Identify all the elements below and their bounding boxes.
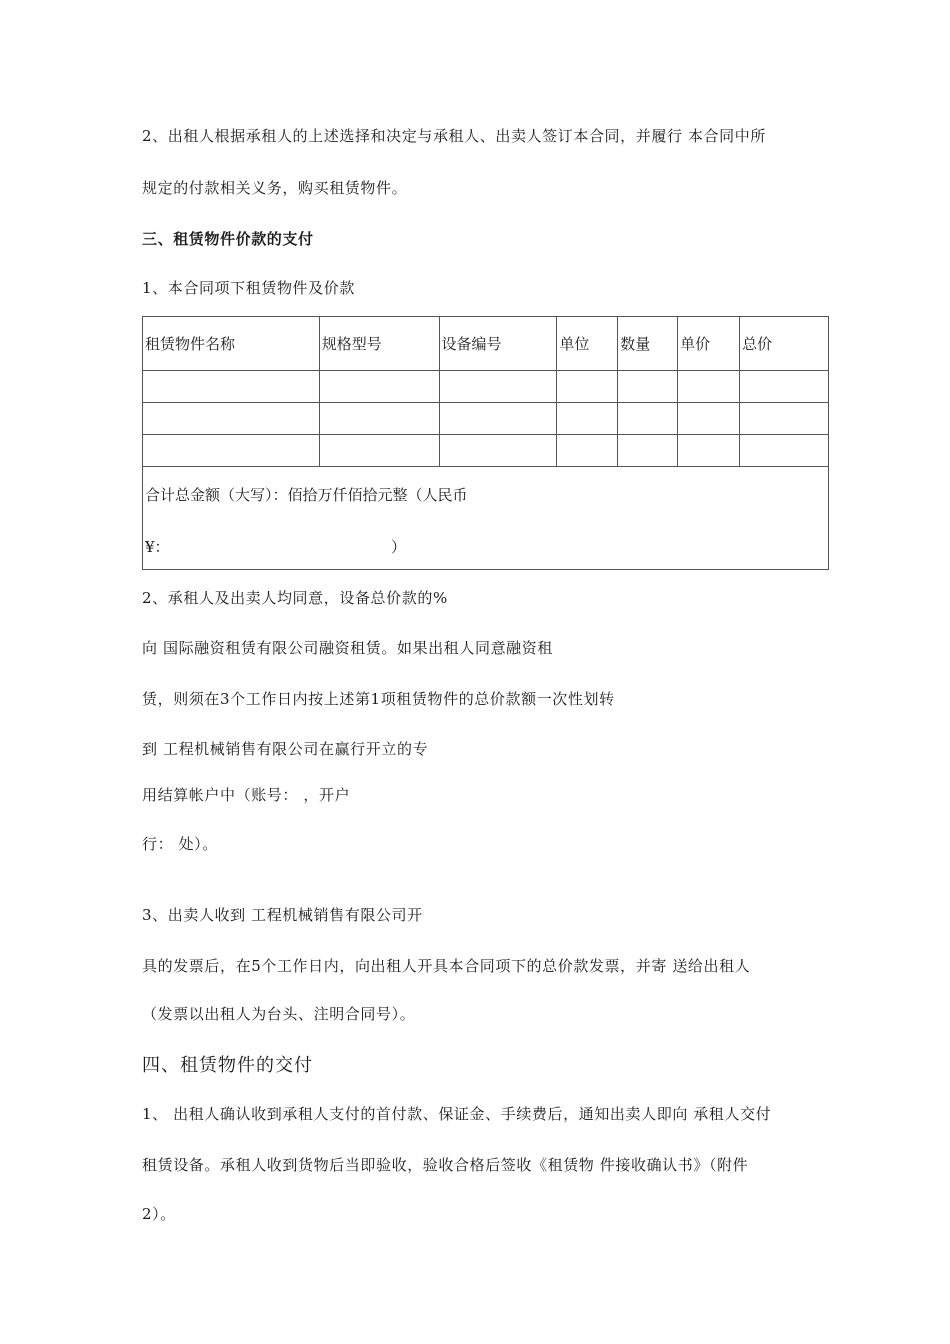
table-cell [678,403,740,435]
table-header-cell: 单位 [557,317,618,371]
paragraph-line: 赁，则须在3个工作日内按上述第1项租赁物件的总价款额一次性划转 [142,690,615,708]
paragraph-line: 行： 处）。 [142,835,218,853]
table-cell [439,371,557,403]
table-cell [740,371,829,403]
total-closing-paren: ） [391,538,407,556]
table-cell [678,435,740,467]
table-header-cell: 数量 [618,317,678,371]
paragraph-line: 规定的付款相关义务，购买租赁物件。 [142,179,408,197]
table-cell [557,371,618,403]
table-cell [143,403,320,435]
table-cell [557,435,618,467]
section-heading: 三、租赁物件价款的支付 [142,230,314,248]
table-cell [678,371,740,403]
paragraph-line: 1、 出租人确认收到承租人支付的首付款、保证金、手续费后，通知出卖人即向 承租人交付 [142,1105,772,1123]
table-cell [439,435,557,467]
table-header-cell: 单价 [678,317,740,371]
paragraph-line: 向 国际融资租赁有限公司融资租赁。如果出租人同意融资租 [142,639,553,657]
paragraph-line: 2、承租人及出卖人均同意，设备总价款的% [142,589,448,607]
table-row [143,435,829,467]
table-header-row [143,317,829,371]
total-currency-label: ¥： [145,538,170,556]
paragraph-line: 到 工程机械销售有限公司在赢行开立的专 [142,740,429,758]
table-row [143,403,829,435]
paragraph-line: 具的发票后，在5个工作日内，向出租人开具本合同项下的总价款发票，并寄 送给出租人 [142,957,751,975]
table-total-row [143,467,829,570]
table-cell [740,435,829,467]
table-cell [143,371,320,403]
table-cell [143,435,320,467]
paragraph-line: 2）。 [142,1205,176,1223]
table-header-cell: 设备编号 [439,317,557,371]
paragraph-line: 2、出租人根据承租人的上述选择和决定与承租人、出卖人签订本合同，并履行 本合同中所 [142,127,766,145]
paragraph-line: 用结算帐户中（账号： ，开户 [142,786,351,804]
paragraph-line: 租赁设备。承租人收到货物后当即验收，验收合格后签收《租赁物 件接收确认书》（附件 [142,1156,749,1174]
section-heading: 四、租赁物件的交付 [142,1055,313,1076]
table-cell [439,403,557,435]
table-header-cell: 规格型号 [319,317,439,371]
table-cell [319,371,439,403]
table-cell [319,403,439,435]
table-cell [618,403,678,435]
table-header-cell: 总价 [740,317,829,371]
paragraph-line: 3、出卖人收到 工程机械销售有限公司开 [142,906,423,924]
total-amount-cell [143,467,829,570]
table-cell [618,371,678,403]
table-cell [319,435,439,467]
table-header-cell: 租赁物件名称 [143,317,320,371]
items-table [142,316,829,570]
table-cell [618,435,678,467]
paragraph-line: 1、本合同项下租赁物件及价款 [142,279,355,297]
paragraph-line: （发票以出租人为台头、注明合同号）。 [142,1005,416,1023]
total-amount-label: 合计总金额（大写）：佰拾万仟佰拾元整（人民币 [145,486,468,504]
table-row [143,371,829,403]
table-cell [740,403,829,435]
table-cell [557,403,618,435]
